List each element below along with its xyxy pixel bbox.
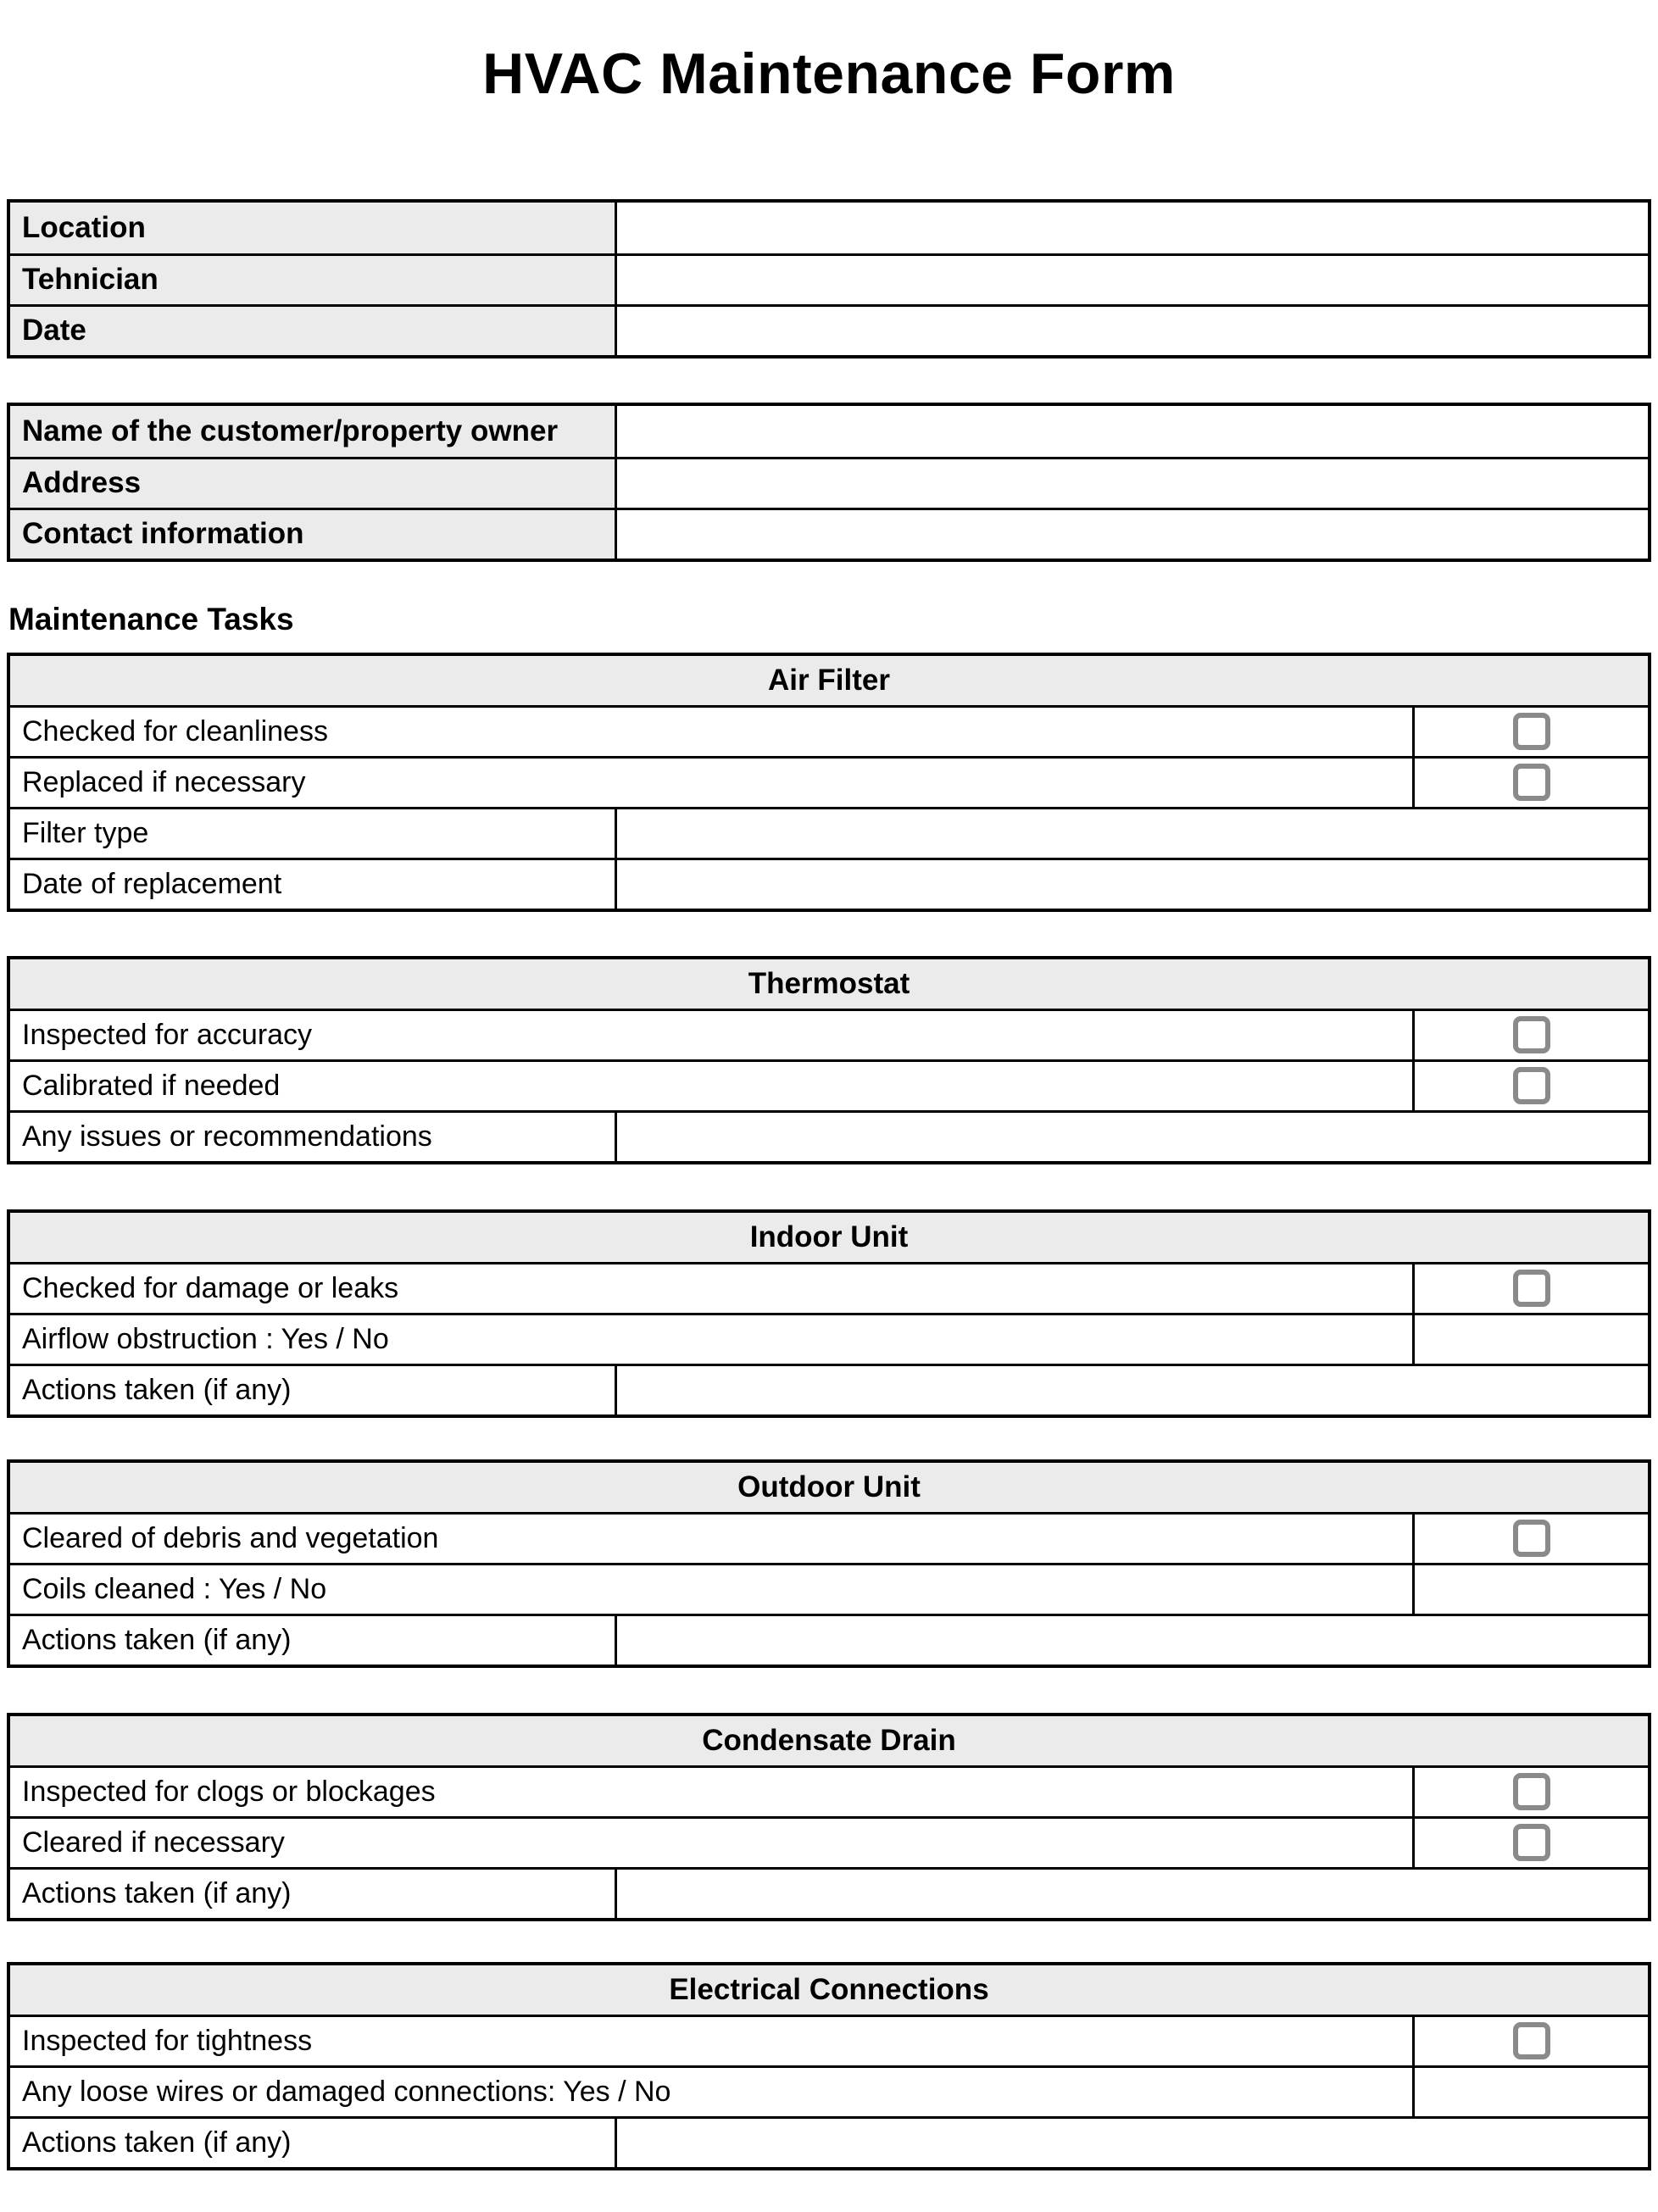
- contact-info-label: Contact information: [10, 510, 615, 559]
- table-row: [10, 1262, 1648, 1313]
- actions-taken-input[interactable]: [615, 1366, 1648, 1414]
- outdoor-unit-table: [7, 1459, 1651, 1668]
- actions-taken-input[interactable]: [615, 2119, 1648, 2167]
- table-row: [10, 1110, 1648, 1161]
- checkbox-cell: [1412, 1264, 1648, 1313]
- replacement-date-input[interactable]: [615, 860, 1648, 909]
- actions-taken-input[interactable]: [615, 1616, 1648, 1665]
- filter-type-input[interactable]: [615, 809, 1648, 858]
- table-row: [10, 304, 1648, 355]
- filter-type-label: Filter type: [10, 809, 615, 858]
- table-header-row: [10, 1965, 1648, 2015]
- indoor-unit-table: [7, 1209, 1651, 1418]
- address-label: Address: [10, 459, 615, 508]
- table-row: [10, 807, 1648, 858]
- actions-taken-label: Actions taken (if any): [10, 1870, 615, 1918]
- customer-name-input[interactable]: [615, 406, 1648, 457]
- maintenance-tasks-heading: Maintenance Tasks: [8, 601, 294, 636]
- table-row: [10, 1364, 1648, 1414]
- checkbox-cell: [1412, 759, 1648, 807]
- technician-input[interactable]: [615, 256, 1648, 304]
- table-row: [10, 2116, 1648, 2167]
- checkbox[interactable]: [1513, 1016, 1550, 1053]
- table-row: [10, 253, 1648, 304]
- table-row: [10, 1816, 1648, 1867]
- checkbox[interactable]: [1513, 764, 1550, 801]
- table-row: [10, 406, 1648, 457]
- checkbox-cell: [1412, 708, 1648, 756]
- electrical-connections-table: [7, 1962, 1651, 2170]
- yesno-answer-cell[interactable]: [1412, 1565, 1648, 1614]
- table-row: [10, 203, 1648, 253]
- location-input[interactable]: [615, 203, 1648, 253]
- air-filter-table: [7, 653, 1651, 912]
- issues-label: Any issues or recommendations: [10, 1113, 615, 1161]
- task-label: Checked for cleanliness: [22, 714, 328, 748]
- checkbox[interactable]: [1513, 1773, 1550, 1810]
- actions-taken-label: Actions taken (if any): [10, 1366, 615, 1414]
- form-page: [0, 42, 1658, 2212]
- checkbox[interactable]: [1513, 713, 1550, 750]
- thermostat-table: [7, 956, 1651, 1164]
- task-label: Inspected for accuracy: [22, 1018, 313, 1051]
- table-header-row: [10, 1463, 1648, 1512]
- yesno-answer-cell[interactable]: [1412, 1315, 1648, 1364]
- checkbox-cell: [1412, 2017, 1648, 2065]
- thermostat-header: Thermostat: [748, 966, 910, 1000]
- table-row: [10, 457, 1648, 508]
- table-row: [10, 1009, 1648, 1059]
- date-label: Date: [10, 307, 615, 355]
- checkbox-cell: [1412, 1011, 1648, 1059]
- technician-label: Tehnician: [10, 256, 615, 304]
- table-row: [10, 1614, 1648, 1665]
- air-filter-header: Air Filter: [768, 663, 890, 697]
- task-label: Inspected for tightness: [22, 2024, 313, 2057]
- yesno-label: Coils cleaned : Yes / No: [22, 1572, 327, 1605]
- customer-name-label: Name of the customer/property owner: [10, 406, 615, 457]
- condensate-drain-table: [7, 1713, 1651, 1921]
- task-label: Cleared if necessary: [22, 1826, 285, 1859]
- date-input[interactable]: [615, 307, 1648, 355]
- location-label: Location: [10, 203, 615, 253]
- indoor-unit-header: Indoor Unit: [749, 1220, 909, 1253]
- table-header-row: [10, 1213, 1648, 1262]
- contact-info-input[interactable]: [615, 510, 1648, 559]
- checkbox-cell: [1412, 1819, 1648, 1867]
- checkbox-cell: [1412, 1514, 1648, 1563]
- checkbox[interactable]: [1513, 1520, 1550, 1557]
- table-row: [10, 1512, 1648, 1563]
- yesno-label: Any loose wires or damaged connections: Yes / No: [22, 2075, 671, 2108]
- issues-input[interactable]: [615, 1113, 1648, 1161]
- actions-taken-label: Actions taken (if any): [10, 2119, 615, 2167]
- actions-taken-input[interactable]: [615, 1870, 1648, 1918]
- table-row: [10, 705, 1648, 756]
- table-header-row: [10, 656, 1648, 705]
- customer-table: [7, 403, 1651, 562]
- table-row: [10, 2015, 1648, 2065]
- task-label: Inspected for clogs or blockages: [22, 1775, 436, 1808]
- address-input[interactable]: [615, 459, 1648, 508]
- table-row: [10, 1059, 1648, 1110]
- checkbox-cell: [1412, 1062, 1648, 1110]
- yesno-label: Airflow obstruction : Yes / No: [22, 1322, 389, 1355]
- page-title: HVAC Maintenance Form: [482, 42, 1176, 106]
- table-row: [10, 1867, 1648, 1918]
- task-label: Cleared of debris and vegetation: [22, 1521, 439, 1554]
- info-table: [7, 199, 1651, 358]
- table-row: [10, 1765, 1648, 1816]
- condensate-drain-header: Condensate Drain: [702, 1723, 956, 1757]
- table-row: [10, 2065, 1648, 2116]
- table-header-row: [10, 959, 1648, 1009]
- table-header-row: [10, 1716, 1648, 1765]
- checkbox[interactable]: [1513, 1067, 1550, 1104]
- task-label: Checked for damage or leaks: [22, 1271, 399, 1304]
- checkbox[interactable]: [1513, 1824, 1550, 1861]
- replacement-date-label: Date of replacement: [10, 860, 615, 909]
- yesno-answer-cell[interactable]: [1412, 2068, 1648, 2116]
- checkbox-cell: [1412, 1768, 1648, 1816]
- table-row: [10, 858, 1648, 909]
- table-row: [10, 756, 1648, 807]
- actions-taken-label: Actions taken (if any): [10, 1616, 615, 1665]
- table-row: [10, 1313, 1648, 1364]
- electrical-connections-header: Electrical Connections: [669, 1972, 989, 2006]
- checkbox[interactable]: [1513, 2022, 1550, 2059]
- table-row: [10, 1563, 1648, 1614]
- task-label: Replaced if necessary: [22, 765, 306, 798]
- task-label: Calibrated if needed: [22, 1069, 281, 1102]
- table-row: [10, 508, 1648, 559]
- outdoor-unit-header: Outdoor Unit: [737, 1470, 921, 1503]
- checkbox[interactable]: [1513, 1270, 1550, 1307]
